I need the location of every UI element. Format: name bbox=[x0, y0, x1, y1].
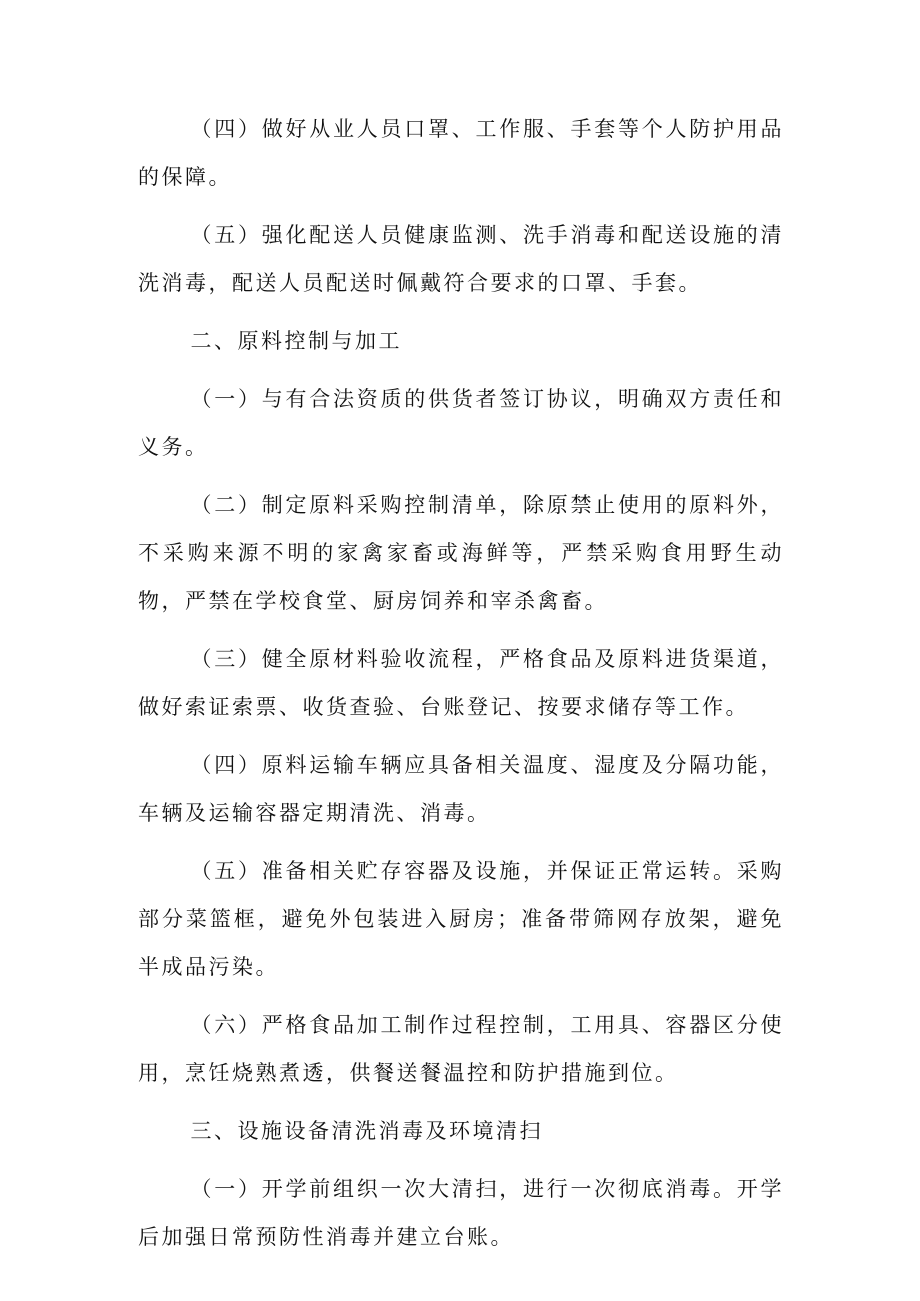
paragraph-item-4-protective-supplies: （四）做好从业人员口罩、工作服、手套等个人防护用品的保障。 bbox=[138, 117, 784, 189]
section-heading-raw-material-control: 二、原料控制与加工 bbox=[190, 329, 402, 353]
section-heading-facility-cleaning: 三、设施设备清洗消毒及环境清扫 bbox=[190, 1119, 543, 1143]
paragraph-item-1-supplier-agreement: （一）与有合法资质的供货者签订协议，明确双方责任和义务。 bbox=[138, 387, 784, 459]
paragraph-item-1-pre-school-cleaning: （一）开学前组织一次大清扫，进行一次彻底消毒。开学后加强日常预防性消毒并建立台账。 bbox=[138, 1177, 784, 1249]
paragraph-item-6-processing-control: （六）严格食品加工制作过程控制，工用具、容器区分使用，烹饪烧熟煮透，供餐送餐温控和防护措施到位。 bbox=[138, 1013, 784, 1085]
paragraph-item-4-transport-vehicles: （四）原料运输车辆应具备相关温度、湿度及分隔功能，车辆及运输容器定期清洗、消毒。 bbox=[138, 753, 784, 825]
paragraph-item-5-storage-containers: （五）准备相关贮存容器及设施，并保证正常运转。采购部分菜篮框，避免外包装进入厨房；准备带筛网存放架，避免半成品污染。 bbox=[138, 859, 784, 979]
paragraph-item-5-delivery-staff: （五）强化配送人员健康监测、洗手消毒和配送设施的清洗消毒，配送人员配送时佩戴符合要求的口罩、手套。 bbox=[138, 223, 784, 295]
paragraph-item-3-acceptance-process: （三）健全原材料验收流程，严格食品及原料进货渠道，做好索证索票、收货查验、台账登记、按要求储存等工作。 bbox=[138, 647, 784, 719]
paragraph-item-2-purchase-list: （二）制定原料采购控制清单，除原禁止使用的原料外，不采购来源不明的家禽家畜或海鲜等，严禁采购食用野生动物，严禁在学校食堂、厨房饲养和宰杀禽畜。 bbox=[138, 493, 784, 613]
document-page bbox=[138, 105, 784, 1271]
